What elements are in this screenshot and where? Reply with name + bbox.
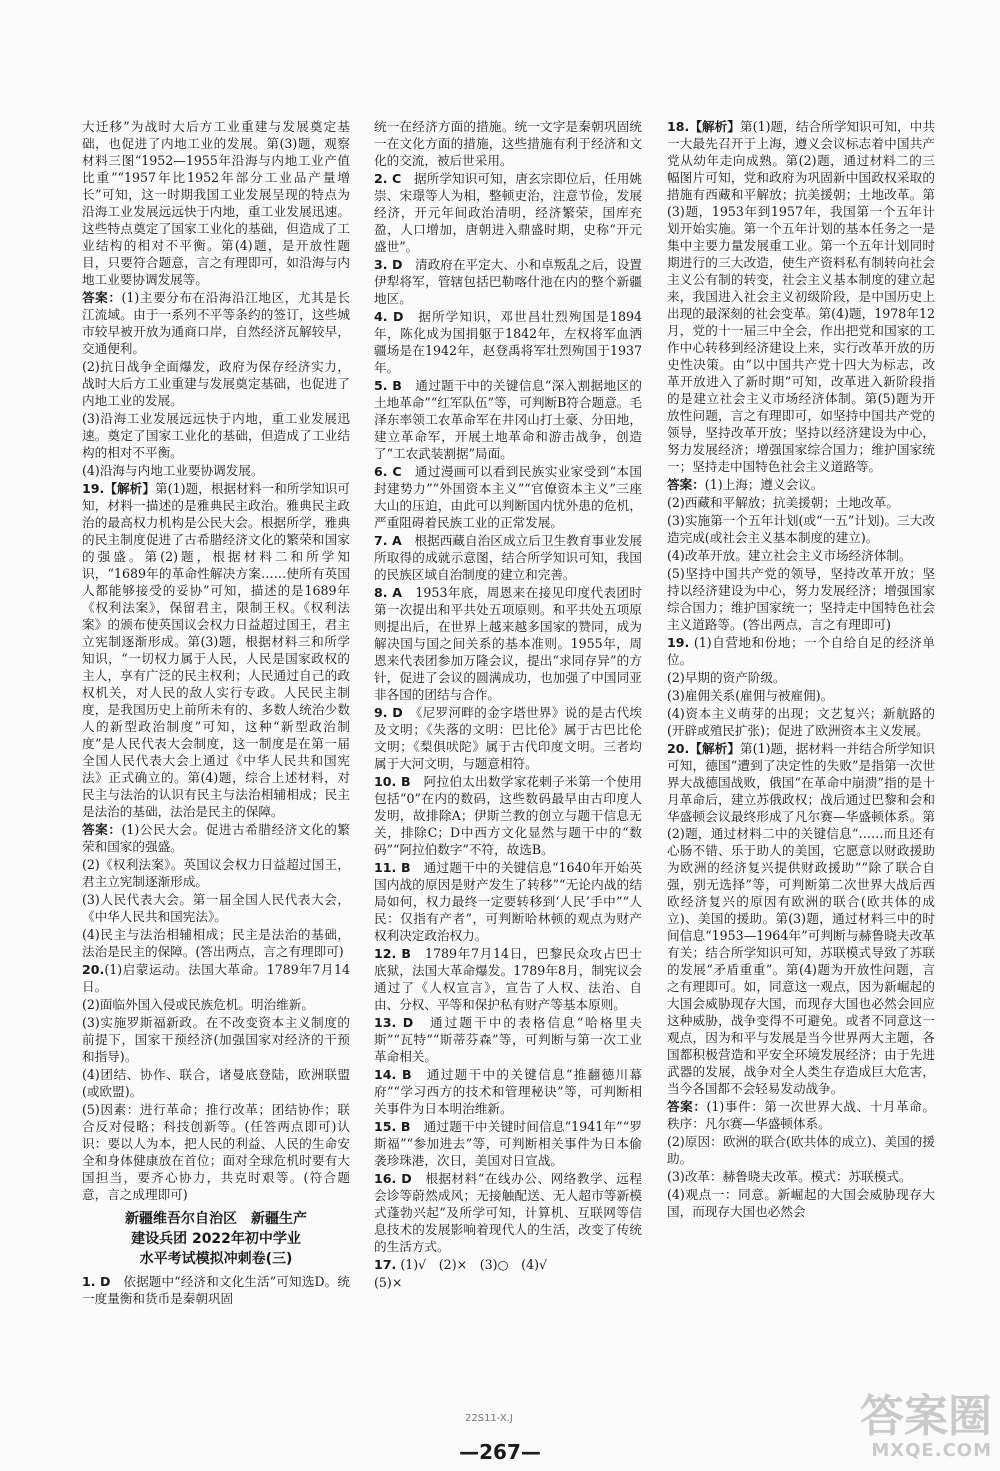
item-text: (1)启蒙运动。法国大革命。1789年7月14日。 [82,962,350,994]
answer-paragraph [374,170,642,255]
item-label: 20. [82,962,105,977]
item-label: 14. B [374,1067,412,1082]
item-label: 答案： [667,477,705,492]
item-label: 6. C [374,464,402,479]
item-text: (1)事件：第一次世界大战、十月革命。秩序：凡尔赛—华盛顿体系。 [667,1099,935,1131]
answer-paragraph [374,1256,642,1273]
item-label: 8. A [374,585,403,600]
item-text: 阿拉伯太出数学家花剌子米第一个使用包括“0”在内的数码，这些数码最早由古印度人发明，故排除A；伊斯兰教的创立与题干信息无关，排除C；D中西方文化显然与题干中的“数码”“阿拉伯数字”不符，故选B。 [374,774,643,857]
answer-paragraph: 统一在经济方面的措施。统一文字是秦朝巩固统一在文化方面的措施，这些措施有利于经济和文化的交流，被后世采用。 [374,119,642,168]
watermark-url: MXQE.COM [871,1440,992,1461]
answer-paragraph: (4)改革开放。建立社会主义市场经济体制。 [667,548,912,563]
answer-paragraph: (5)× [374,1275,403,1290]
item-label: 5. B [374,378,402,393]
item-text: 第(1)题，据材料一并结合所学知识可知，德国“遭到了决定性的失败”是指第一次世界大战德国战败，俄国“在革命中崩溃”指的是十月革命后，建立苏俄政权；战后通过巴黎和会和华盛顿会议最终形成了凡尔赛—华盛顿体系。第(2)题，通过材料二中的关键信息“……而且还有心肠不错、乐于助人的美国，它愿意以财政援助为欧洲的经济复兴提供财政援助”“除了联合自强，别无选择”等，可判断第二次世界大战后西欧经济复兴的原因有欧洲的联合(欧共体的成立)、美国的援助。第(3)题，通过材料三中的时间信息“1953—1964年”可判断与赫鲁晓夫改革有关；结合所学知识可知，苏联模式导致了苏联的发展“矛盾重重”。第(4)题为开放性问题，言之有理即可。如，同意这一观点，因为新崛起的大国会威胁现存大国，而现存大国也必然会回应这种威胁，战争变得不可避免。或者不同意这一观点，因为和平与发展是当今世界两大主题，各国都积极营造和平安全环境发展经济；由于先进武器的发展，战争对全人类生存造成巨大危害，当今各国都不会轻易发动战争。 [667,741,936,1096]
print-code: 22S11-X.J [465,1413,513,1424]
answer-paragraph [374,584,642,703]
answer-paragraph: (4)沿海与内地工业要协调发展。 [82,463,264,478]
answer-paragraph [374,532,642,583]
answer-paragraph [374,704,642,772]
item-label: 1. D [82,1274,111,1289]
item-text: (1)公民大会。促进古希腊经济文化的繁荣和国家的强盛。 [82,822,350,854]
item-label: 12. B [374,946,411,961]
item-text: 通过题干中的表格信息“哈格里夫斯”“瓦特”“斯蒂芬森”等，可判断与第一次工业革命相关。 [374,1015,642,1064]
watermark-logo: 答案圈 [860,1391,992,1442]
item-text: 通过题干中的关键信息“推翻德川幕府”“学习西方的技术和管理秘诀”等，可判断相关事件为日本明治维新。 [374,1067,642,1116]
item-label: 3. D [374,257,403,272]
item-label: 7. A [374,533,402,548]
answer-paragraph [374,463,642,531]
item-text: (1)√ (2)× (3)○ (4)√ [396,1257,548,1272]
answer-paragraph: (3)实施第一个五年计划(或“一五”计划)。三大改造完成(或社会主义基本制度的建立)。 [667,513,935,545]
answer-paragraph: (2)原因：欧洲的联合(欧共体的成立)、美国的援助。 [667,1134,935,1166]
item-text: 《尼罗河畔的金字塔世界》说的是古代埃及文明；《失落的文明：巴比伦》属于古巴比伦文明；《梨俱吠陀》属于古代印度文明。三者均属于大河文明，与题意相符。 [374,705,642,771]
answer-paragraph [374,945,642,1013]
answer-paragraph: 大迁移”为战时大后方工业重建与发展奠定基础，也促进了内地工业的发展。第(3)题，观察材料三图“1952—1955年沿海与内地工业产值比重”“1957年比1952年部分工业品产量增长”可知，这一时期我国工业发展呈现的特点为沿海工业发展远远快于内地，重工业发展迅速。这些特点奠定了国家工业化的基础，但造成了工业结构的相对不平衡。第(4)题，是开放性题目，只要符合题意，言之有理即可，如沿海与内地工业要协调发展等。 [82,119,350,287]
answer-paragraph [667,740,935,1097]
item-text: 根据西藏自治区成立后卫生教育事业发展所取得的成就示意图，结合所学知识可知，我国的民族区域自治制度的建立和完善。 [374,533,642,582]
answer-paragraph: (2)抗日战争全面爆发，政府为保存经济实力，战时大后方工业重建与发展奠定基础，也促进了内地工业的发展。 [82,359,350,408]
item-text: 根据材料“在线办公、网络教学、远程会诊等蔚然成风；无接触配送、无人超市等新模式蓬勃兴起”及所学可知，计算机、互联网等信息技术的发展影响着现代人的生活，改变了传统的生活方式。 [374,1171,642,1254]
answer-paragraph [374,1170,642,1255]
item-text: 依据题中“经济和文化生活”可知选D。统一度量衡和货币是秦朝巩固 [82,1274,350,1306]
answer-paragraph: (2)面临外国入侵或民族危机。明治维新。 [82,997,314,1012]
answer-paragraph [82,1273,350,1307]
item-text: 清政府在平定大、小和卓叛乱之后，设置伊犁将军，管辖包括巴勒喀什池在内的整个新疆地区。 [374,257,642,306]
item-label: 17. [374,1257,397,1272]
answer-paragraph: (3)沿海工业发展远远快于内地，重工业发展迅速。奠定了国家工业化的基础，但造成了工业结构的相对不平衡。 [82,411,350,460]
section-title-line: 建设兵团 2022年初中学业 [131,1231,301,1247]
item-text: 据所学知识，邓世昌壮烈殉国是1894年，陈化成为国捐躯于1842年，左权将军血洒疆场是在1942年，赵登禹将军壮烈殉国于1937年。 [374,309,642,375]
item-label: 16. D [374,1171,412,1186]
answer-paragraph [374,377,642,462]
item-text: 1789年7月14日，巴黎民众攻占巴士底狱，法国大革命爆发。1789年8月，制宪议会通过了《人权宣言》，宣告了人权、法治、自由、分权、平等和保护私有财产等基本原则。 [374,946,642,1012]
item-label: 15. B [374,1119,411,1134]
answer-paragraph: (3)改革：赫鲁晓夫改革。模式：苏联模式。 [667,1169,912,1184]
page-number: —267— [459,1440,541,1464]
answer-paragraph [82,480,350,820]
answer-paragraph [374,256,642,307]
answer-paragraph: (4)观点一：同意。新崛起的大国会威胁现存大国，而现存大国也必然会 [667,1187,935,1219]
item-label: 4. D [374,309,404,324]
answer-paragraph: (2)西藏和平解放；抗美援朝；土地改革。 [667,495,899,510]
answer-paragraph [374,1066,642,1117]
column-left [82,118,350,1433]
item-text: 通过题干中的关键信息“1640年开始英国内战的原因是财产发生了转移”“无论内战的结局如何，权力最终一定要转移到‘人民’手中”“人民：仅指有产者”，可判断哈林顿的观点为财产权利决定政治权力。 [374,860,642,943]
section-title-line: 新疆维吾尔自治区 新疆生产 [125,1211,307,1227]
item-label: 10. B [374,774,411,789]
section-title [82,1209,350,1269]
item-text: (1)自营地和份地；一个自给自足的经济单位。 [667,635,935,667]
answer-paragraph [374,308,642,376]
answer-paragraph: (3)实施罗斯福新政。在不改变资本主义制度的前提下，国家干预经济(加强国家对经济的干预和指导)。 [82,1015,350,1064]
answer-paragraph: (2)《权利法案》。英国议会权力日益超过国王，君主立宪制逐渐形成。 [82,857,350,889]
item-text: (1)上海；遵义会议。 [704,477,824,492]
item-text: (1)主要分布在沿海沿江地区，尤其是长江流域。由于一系列不平等条约的签订，这些城市较早被开放为通商口岸，自然经济瓦解较早，交通便利。 [82,290,350,356]
item-text: 据所学知识可知，唐玄宗即位后，任用姚崇、宋璟等人为相，整顿吏治，注意节俭，发展经济，开元年间政治清明，经济繁荣，国库充盈，人口增加，唐朝进入鼎盛时期，史称“开元盛世”。 [374,171,643,254]
answer-page [82,118,972,1433]
item-label: 9. D [374,705,403,720]
item-text: 第(1)题，根据材料一和所学知识可知，材料一描述的是雅典民主政治。雅典民主政治的最高权力机构是公民大会。根据所学，雅典的民主制度促进了古希腊经济文化的繁荣和国家的强盛。第(2)题，根据材料二和所学知识，“1689年的革命性解决方案……使所有英国人都能够接受的妥协”可知，描述的是1689年《权利法案》，保留君主，限制王权。《权利法案》的颁布使英国议会权力日益超过国王，君主立宪制逐渐形成。第(3)题，根据材料三和所学知识，“一切权力属于人民，人民是国家政权的主人，享有广泛的民主权利；人民通过自己的政权机关，对人民的敌人实行专政。人民民主制度，是我国历史上前所未有的、多数人统治少数人的新型政治制度”可知，这种“新型政治制度”是人民代表大会制度，这一制度是在第一届全国人民代表大会上通过《中华人民共和国宪法》正式确立的。第(4)题，综合上述材料，对民主与法治的认识有民主与法治相辅相成；民主是法治的基础，法治是民主的保障。 [82,481,351,819]
item-text: 通过题干中的关键信息“深入割据地区的土地革命”“红军队伍”等，可判断B符合题意。毛泽东率领工农革命军在井冈山打土豪、分田地，建立革命军，开展土地革命和游击战争，创造了“工农武装割据”局面。 [374,378,642,461]
answer-paragraph: (4)团结、协作、联合，诸曼底登陆，欧洲联盟(或欧盟)。 [82,1067,350,1099]
item-label: 答案： [82,290,122,305]
answer-paragraph: (4)民主与法治相辅相成；民主是法治的基础，法治是民主的保障。(答出两点，言之有理即可) [82,927,350,959]
item-label: 答案： [667,1099,707,1114]
item-label: 19.【解析】 [82,481,155,496]
answer-paragraph [667,1098,935,1132]
item-text: 1953年底，周恩来在接见印度代表团时第一次提出和平共处五项原则。和平共处五项原则提出后，在世界上越来越多国家的赞同，成为解决国与国之间关系的基本准则。1955年，周恩来代表团参加万隆会议，提出“求同存异”的方针，促进了会议的圆满成功，也加强了中国同亚非各国的团结与合作。 [374,585,642,702]
answer-paragraph [667,118,935,475]
answer-paragraph [82,821,350,855]
answer-paragraph [374,1014,642,1065]
answer-paragraph [374,1118,642,1169]
watermark [860,1391,992,1461]
answer-paragraph [374,859,642,944]
section-title-line: 水平考试模拟冲刺卷(三) [139,1251,293,1267]
answer-paragraph: (4)资本主义萌芽的出现；文艺复兴；新航路的(开辟或殖民扩张)；促进了欧洲资本主义发展。 [667,706,935,738]
item-label: 答案： [82,822,122,837]
column-middle [374,118,642,1433]
item-text: 第(1)题，结合所学知识可知，中共一大最先召开于上海，遵义会议标志着中国共产党从幼年走向成熟。第(2)题，通过材料二的三幅图片可知，党和政府为巩固新中国政权采取的措施有西藏和平解放；抗美援朝；土地改革。第(3)题，1953年到1957年，我国第一个五年计划开始实施。第一个五年计划的基本任务之一是集中主要力量发展重工业。第一个五年计划同时期进行的三大改造，使生产资料私有制转向社会主义公有制的转变，社会主义基本制度的建立起来，我国进入社会主义初级阶段，是中国历史上出现的最深刻的社会变革。第(4)题，1978年12月，党的十一届三中全会，作出把党和国家的工作中心转移到经济建设上来，实行改革开放的历史性决策。由“以中国共产党十四大为标志，改革开放进入了新时期”可知，改革进入新阶段指的是建立社会主义市场经济体制。第(5)题为开放性问题，言之有理即可，如坚持中国共产党的领导，坚持改革开放；坚持以经济建设为中心，努力发展经济；增强国家综合国力；维护国家统一；坚持走中国特色社会主义道路等。 [667,119,936,474]
answer-paragraph: (3)人民代表大会。第一届全国人民代表大会，《中华人民共和国宪法》。 [82,892,350,924]
item-label: 20.【解析】 [667,741,740,756]
answer-paragraph: (2)早期的资产阶级。 [667,670,786,685]
answer-paragraph [374,773,642,858]
answer-paragraph [667,634,935,668]
answer-paragraph [667,476,935,493]
answer-paragraph [82,289,350,357]
answer-paragraph: (5)因素：进行革命；推行改革；团结协作；联合反对侵略；科技创新等。(任答两点即可)认识：要以人为本，把人民的利益、人民的生命安全和身体健康放在首位；面对全球危机时要有大国担当，要齐心协力，共克时艰等。(符合题意，言之成理即可) [82,1102,350,1202]
item-label: 19. [667,635,690,650]
item-text: 通过漫画可以看到民族实业家受到“本国封建势力”“外国资本主义”“官僚资本主义”三座大山的压迫，由此可以判断国内忧外患的危机，严重阻碍着民族工业的正常发展。 [374,464,642,530]
item-text: 通过题干中关键时间信息“1941年”“罗斯福”“参加进去”等，可判断相关事件为日本偷袭珍珠港，次日，美国对日宣战。 [374,1119,642,1168]
answer-paragraph: (5)坚持中国共产党的领导，坚持改革开放；坚持以经济建设为中心，努力发展经济；增强国家综合国力；维护国家统一；坚持走中国特色社会主义道路等。(答出两点，言之有理即可) [667,566,935,632]
item-label: 18.【解析】 [667,119,740,134]
answer-paragraph: (3)雇佣关系(雇佣与被雇佣)。 [667,688,834,703]
column-right [667,118,935,1433]
item-label: 13. D [374,1015,414,1030]
answer-paragraph [82,961,350,995]
item-label: 2. C [374,171,402,186]
item-label: 11. B [374,860,411,875]
